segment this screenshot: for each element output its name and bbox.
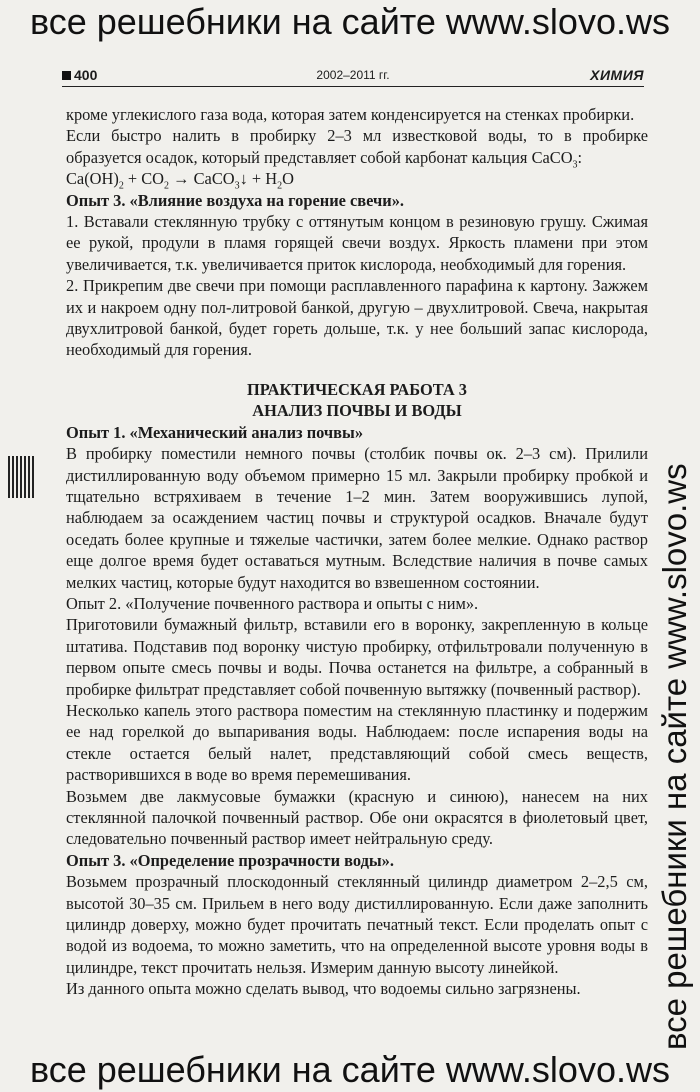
page-header — [62, 64, 644, 87]
paragraph: 1. Вставали стеклянную трубку с оттянутым концом в резиновую грушу. Сжимая ее рукой, продули в пламя горящей свечи воздух. Яркость пламени при этом увеличивается, т.к. увеличивается приток кислорода, необходимый для горения. — [66, 212, 648, 274]
chemical-equation: $Ca(OH)_2 + CO_2$ → CaCO$_3$↓ + $H_2O$ — [66, 169, 294, 192]
page-number-text: 400 — [74, 67, 98, 83]
paragraph: кроме углекислого газа вода, которая затем конденсируется на стенках пробирки. — [66, 105, 635, 124]
paragraph-text: Если быстро налить в пробирку 2–3 мл известковой воды, то в пробирке образуется осадок, который представляет собой карбонат кальция — [66, 126, 648, 167]
paragraph: Несколько капель этого раствора поместим на стеклянную пластинку и подержим ее над горелкой до выпаривания воды. Наблюдаем: после испарения воды на стекле остается белый налет, представляющий собой смесь веществ, растворившихся в воде во время перемешивания. — [66, 700, 648, 785]
header-years: 2002–2011 гг. — [316, 68, 390, 82]
bottom-watermark-banner: все решебники на сайте www.slovo.ws — [30, 1049, 670, 1090]
experiment-heading-plain: Опыт 2. «Получение почвенного раствора и опыты с ним». — [66, 593, 479, 613]
experiment-heading: Опыт 3. «Определение прозрачности воды». — [66, 850, 394, 870]
paragraph — [66, 125, 648, 171]
formula: CaCO$_3$: — [531, 147, 583, 171]
header-subject: ХИМИЯ — [590, 67, 644, 83]
paragraph: Возьмем две лакмусовые бумажки (красную и синюю), нанесем на них стеклянной палочкой почвенный раствор. Обе они окрасятся в фиолетовый цвет, следовательно почвенный раствор имеет нейтральную среду. — [66, 786, 648, 849]
top-watermark-banner: все решебники на сайте www.slovo.ws — [30, 1, 670, 42]
section-title: ПРАКТИЧЕСКАЯ РАБОТА 3 — [247, 379, 467, 399]
paragraph: 2. Прикрепим две свечи при помощи расплавленного парафина к картону. Зажжем их и накроем одну пол-литровой банкой, другую – двухлитровой. Свеча, накрытая двухлитровой банкой, будет гореть дольше, т.к. у нее больший запас кислорода, необходимый для горения. — [66, 276, 648, 360]
paragraph: Приготовили бумажный фильтр, вставили его в воронку, закрепленную в кольце штатива. Подставив под воронку чистую пробирку, отфильтровали полученную в первом опыте смесь почвы и воды. Почва останется на фильтре, а собранный в пробирке фильтрат представляет собой почвенную вытяжку (почвенный раствор). — [66, 615, 648, 699]
binding-marks-icon — [8, 456, 36, 498]
spacer — [66, 361, 648, 379]
paragraph: Возьмем прозрачный плоскодонный стеклянный цилиндр диаметром 2–2,5 см, высотой 30–35 см. Прильем в него воду дистиллированную. Если даже заполнить цилиндр доверху, можно будет прочитать печатный текст. Если проделать опыт с водой из водоема, то можно заметить, что на определенной высоте уровня воды в цилиндре, текст прочитать нельзя. Измерим данную высоту линейкой. — [66, 872, 648, 977]
experiment-heading: Опыт 1. «Механический анализ почвы» — [66, 422, 364, 442]
paragraph: Из данного опыта можно сделать вывод, что водоемы сильно загрязнены. — [66, 979, 581, 999]
page-content — [66, 104, 648, 1000]
paragraph: В пробирку поместили немного почвы (столбик почвы ок. 2–3 см). Прилили дистиллированную воду объемом примерно 15 мл. Закрыли пробирку пробкой и тщательно встряхиваем в течение 1–2 мин. Затем вооружившись лупой, наблюдаем за осаждением частиц почвы и структурой осадков. Вначале будут оседать более крупные и тяжелые частички, затем более мелкие. Однако раствор еще долгое время будет оставаться мутным. Вследствие наличия в почве самых мелких частиц, которые будут находится во взвешенном состоянии. — [66, 444, 648, 592]
experiment-heading: Опыт 3. «Влияние воздуха на горение свечи». — [66, 190, 404, 210]
side-watermark-banner: все решебники на сайте www.slovo.ws — [656, 463, 693, 1050]
section-subtitle: АНАЛИЗ ПОЧВЫ И ВОДЫ — [252, 401, 462, 421]
